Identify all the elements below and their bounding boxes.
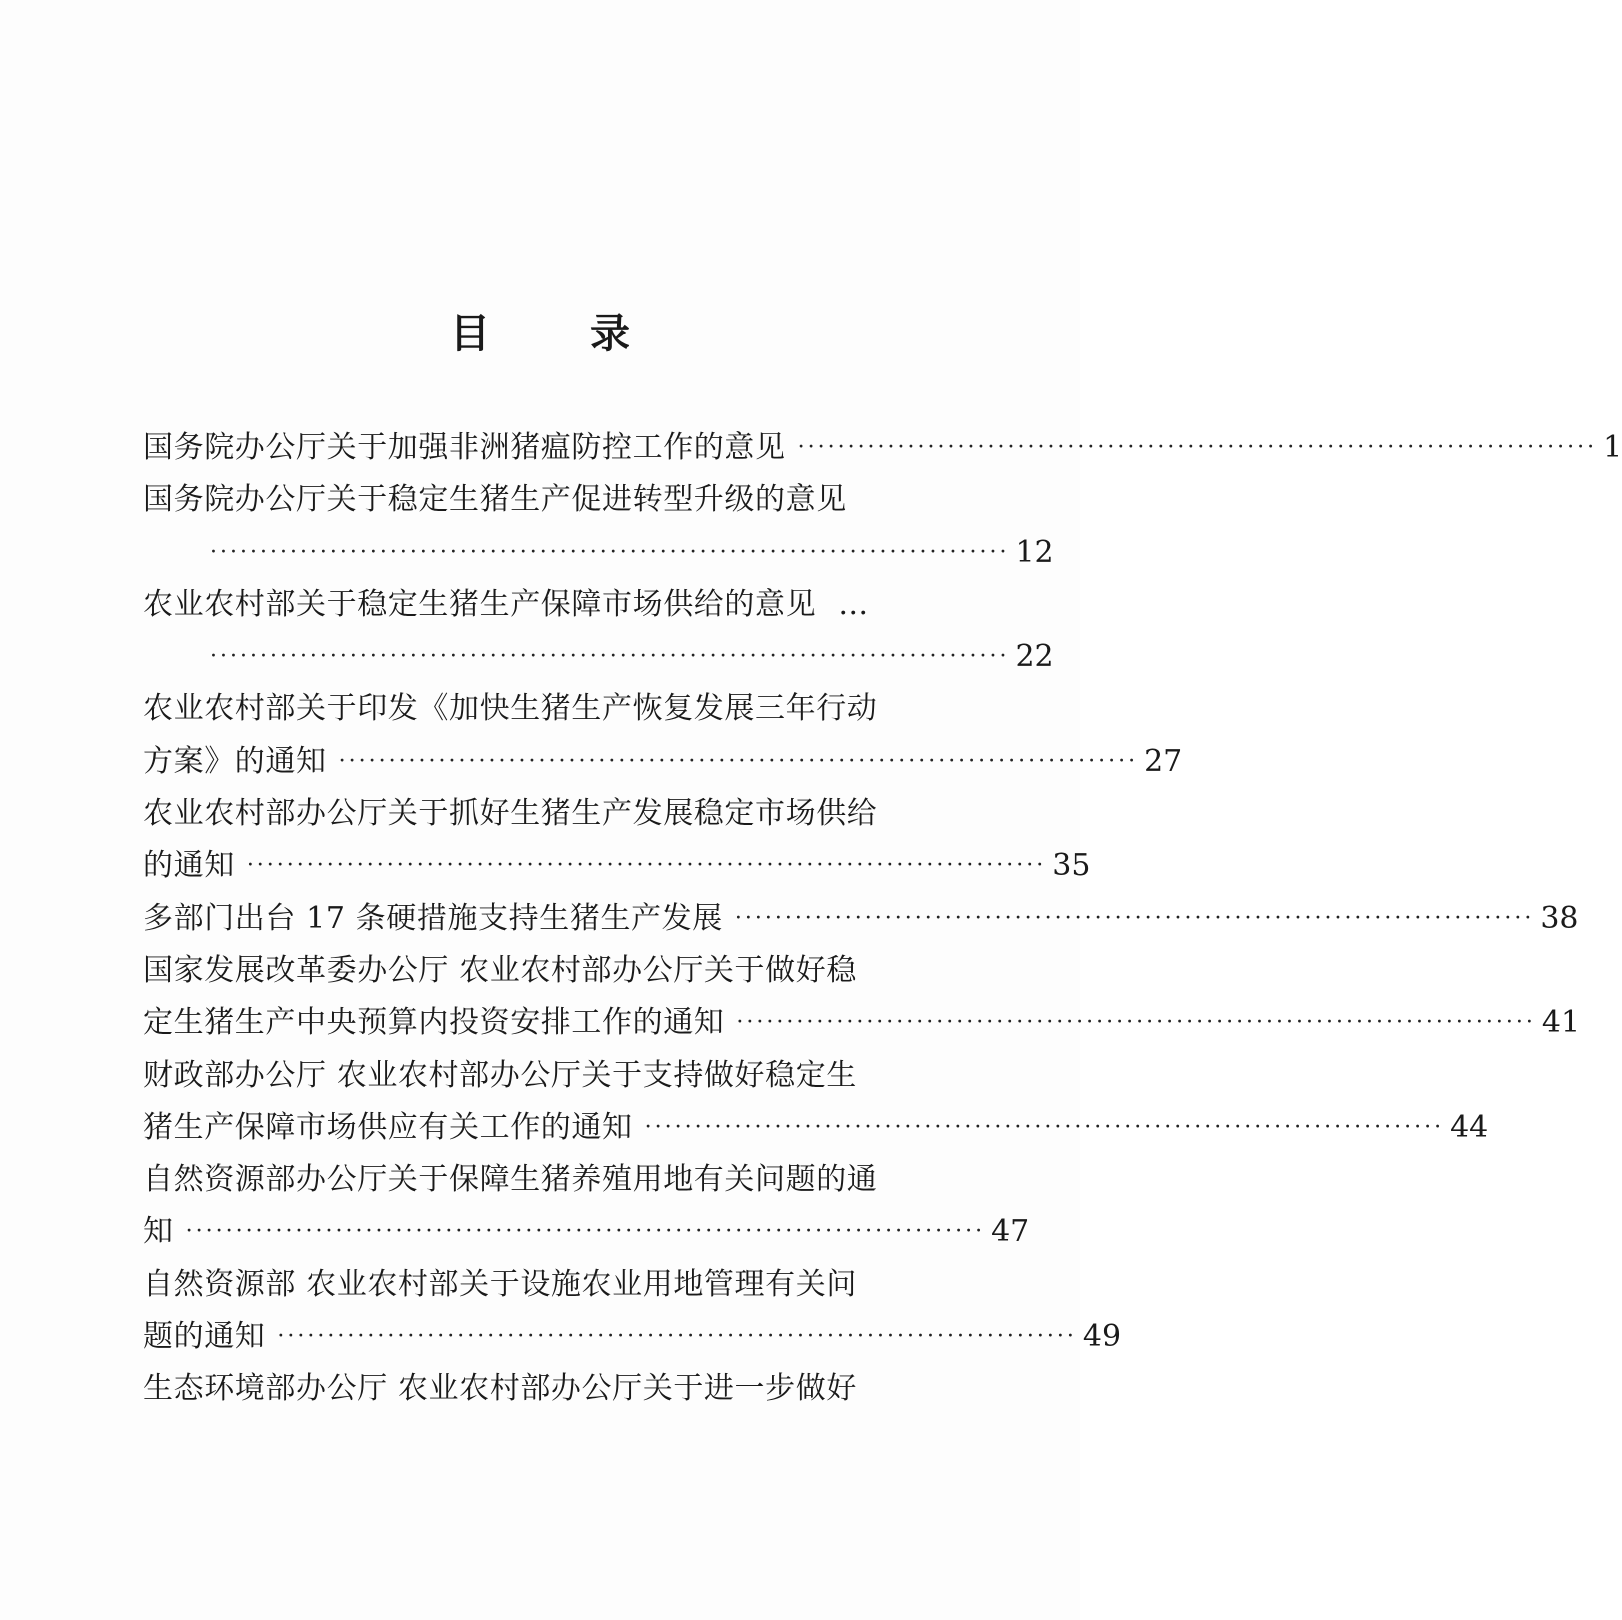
page-number: 44 bbox=[1450, 1109, 1489, 1145]
toc-entry-line[interactable] bbox=[143, 1108, 1489, 1160]
toc-entry-text: 定生猪生产中央预算内投资安排工作的通知 bbox=[143, 1005, 725, 1041]
toc-entry-text: 国家发展改革委办公厅 农业农村部办公厅关于做好稳 bbox=[143, 952, 857, 988]
dot-leader: ················································································ bbox=[734, 905, 1535, 931]
dot-leader: ················································································ bbox=[277, 1324, 1077, 1350]
dot-leader: ················································································ bbox=[338, 748, 1139, 774]
page-number: 41 bbox=[1541, 1005, 1581, 1041]
toc-entry-text: 自然资源部办公厅关于保障生猪养殖用地有关问题的通 bbox=[143, 1162, 878, 1198]
toc-entry-text: 农业农村部关于稳定生猪生产保障市场供给的意见 bbox=[143, 586, 817, 622]
toc-entry-line[interactable] bbox=[143, 1317, 1122, 1369]
toc-entry-text: 农业农村部办公厅关于抓好生猪生产发展稳定市场供给 bbox=[143, 796, 878, 832]
page-number: 49 bbox=[1082, 1319, 1122, 1355]
toc-entry-text: 知 bbox=[143, 1214, 174, 1250]
toc-entry-line[interactable] bbox=[143, 899, 1579, 951]
toc-entry-line[interactable] bbox=[143, 428, 1622, 480]
table-of-contents bbox=[143, 428, 1622, 1422]
toc-entry-line[interactable] bbox=[143, 480, 938, 532]
page-number: 22 bbox=[1015, 639, 1054, 675]
toc-title-char-2: 录 bbox=[590, 310, 630, 357]
page-number: 47 bbox=[991, 1214, 1030, 1250]
toc-entry-line[interactable] bbox=[143, 533, 1054, 585]
page-number: 35 bbox=[1052, 848, 1091, 884]
toc-entry-text: 国务院办公厅关于加强非洲猪瘟防控工作的意见 bbox=[143, 430, 786, 465]
dot-leader: ················································································ bbox=[210, 539, 1010, 565]
dot-leader: ················································································ bbox=[185, 1219, 986, 1245]
toc-entry-text: 农业农村部关于印发《加快生猪生产恢复发展三年行动 bbox=[143, 691, 878, 727]
dot-leader: ················································································ bbox=[797, 435, 1598, 460]
toc-entry-line[interactable] bbox=[143, 1003, 1581, 1055]
toc-entry-text: 自然资源部 农业农村部关于设施农业用地管理有关问 bbox=[143, 1266, 857, 1302]
toc-entry-text: 的通知 bbox=[143, 848, 235, 884]
page-number: 1 bbox=[1603, 430, 1622, 465]
toc-entry-line[interactable] bbox=[143, 846, 1091, 898]
toc-entry-text: 猪生产保障市场供应有关工作的通知 bbox=[143, 1109, 633, 1145]
toc-entry-text: 题的通知 bbox=[143, 1319, 266, 1355]
toc-entry-line[interactable] bbox=[143, 794, 938, 846]
toc-entry-line[interactable] bbox=[143, 742, 1183, 794]
toc-entry-line[interactable] bbox=[143, 689, 938, 741]
toc-entry-text: 财政部办公厅 农业农村部办公厅关于支持做好稳定生 bbox=[143, 1057, 857, 1093]
toc-entry-text: 多部门出台 17 条硬措施支持生猪生产发展 bbox=[143, 900, 723, 936]
page-number: 38 bbox=[1540, 900, 1579, 936]
toc-entry-line[interactable] bbox=[143, 1056, 938, 1108]
dot-leader: ················································································ bbox=[246, 853, 1047, 879]
toc-entry-line[interactable] bbox=[143, 585, 938, 637]
toc-entry-line[interactable] bbox=[143, 951, 938, 1003]
toc-entry-ellipsis: … bbox=[838, 586, 869, 622]
toc-entry-line[interactable] bbox=[143, 1265, 938, 1317]
toc-entry-text: 方案》的通知 bbox=[143, 743, 327, 779]
toc-entry-line[interactable] bbox=[143, 637, 1054, 689]
toc-entry-line[interactable] bbox=[143, 1212, 1030, 1264]
dot-leader: ················································································ bbox=[210, 644, 1010, 670]
dot-leader: ················································································ bbox=[736, 1010, 1536, 1036]
toc-entry-text: 国务院办公厅关于稳定生猪生产促进转型升级的意见 bbox=[143, 482, 847, 518]
toc-entry-line[interactable] bbox=[143, 1369, 938, 1421]
page-number: 27 bbox=[1144, 743, 1183, 779]
toc-title bbox=[0, 304, 1080, 364]
page-number: 12 bbox=[1015, 534, 1054, 570]
toc-entry-line[interactable] bbox=[143, 1160, 938, 1212]
dot-leader: ················································································ bbox=[644, 1114, 1445, 1140]
toc-title-char-1: 目 bbox=[450, 310, 490, 357]
toc-entry-text: 生态环境部办公厅 农业农村部办公厅关于进一步做好 bbox=[143, 1371, 857, 1407]
